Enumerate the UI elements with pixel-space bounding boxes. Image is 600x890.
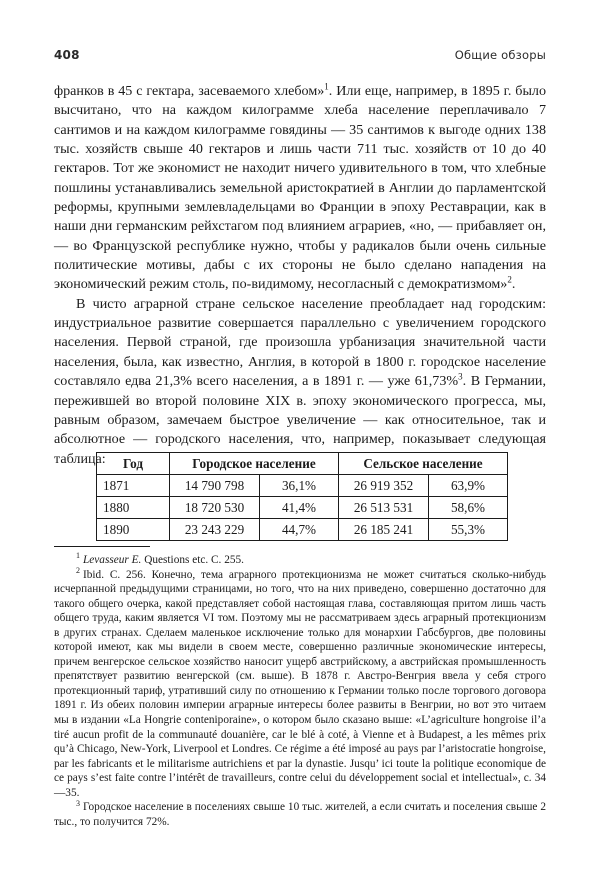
cell-year: 1880 xyxy=(97,497,170,519)
cell-urban-pct: 44,7% xyxy=(260,519,339,541)
paragraph-2-text: В чисто аграрной стране сельское население преобладает над городским: индустриальное развитие совершается параллельно с увеличением городского населения. Первой страной, где произошла урбанизация значительной части населения, была, как известно, Англия, в которой в 1800 г. городское население составляло едва 21,3% всего населения, а в 1891 г. — уже 61,73% xyxy=(54,295,546,390)
footnote-2-text: Ibid. C. 256. Конечно, тема аграрного протекционизма не может считаться сколько-нибудь исчерпанной предыдущими страницами, но того, что на них приведено, совершенно достаточно для такого общего очерка, какой представляет собой настоящая глава, составляющая притом лишь часть общего труда, каким является VI том. Поэтому мы не рассматриваем здесь аграрный протекционизм в других странах. Сделаем маленькое исключение только для монархии Габсбургов, две половины которой имеют, как мы видели в своем месте, совершенно различные экономические интересы, причем венгерское сельское хозяйство наносит ущерб австрийскому, а австрийская промышленность препятствует развитию венгерской (см. выше). В 1878 г. Австро-Венгрия ввела у себя строго протекционный тариф, утративший силу по отношению к Германии только после торгового договора 1891 г. Из обеих половин империи аграрные интересы более развиты в Венгрии, но вот это читаем мы в издании «La Hongrie conteniporaine», о котором было сказано выше: «L’agriculture hongroise il’a tiré aucun profit de la communauté douanière, car le blé à coté, à Vienne et à Budapest, a les mêmes prix qu’à Chicago, New-York, Liverpool et Londres. Ce régime a été imposé au pays par l’aristocratie hongroise, par les fabricants et le militarisme autrichiens et par la dynastie. Jusqu’ ici toute la politique economique de ce pays s’est faite contre l’intérêt de travailleurs, contre celui du développement social et intellectual», c. 34—35. xyxy=(54,568,546,799)
col-header-urban: Городское население xyxy=(170,453,339,475)
table-head xyxy=(97,453,508,475)
cell-urban-pct: 36,1% xyxy=(260,475,339,497)
page-number: 408 xyxy=(54,48,80,62)
cell-urban-count: 14 790 798 xyxy=(170,475,260,497)
paragraph-1-text: франков в 45 с гектара, засеваемого хлебом» xyxy=(54,83,325,99)
cell-rural-count: 26 513 531 xyxy=(339,497,429,519)
footnote-2-mark: 2 xyxy=(76,565,80,575)
paragraph-2-text-after: . В Германии, пережившей во второй половине XIX в. эпоху экономического прогресса, мы, равным образом, замечаем быстрое увеличение — как относительное, так и абсолютное — городского населения, что, например, показывает следующая таблица: xyxy=(54,373,546,467)
paragraph-1-text-after: . Или еще, например, в 1895 г. было высчитано, что на каждом килограмме хлеба население переплачивало 7 сантимов и на каждом килограмме говядины — 35 сантимов к выгоде одних 138 тыс. хозяйств свыше 40 гектаров и лишь части 711 тыс. хозяйств от 10 до 40 гектаров. Тот же экономист не находит ничего удивительного в том, что хлебные пошлины устанавливались земельной аристократией в Англии до парламентской реформы, крупными землевладельцами во Франции в эпоху Реставрации, как в наши дни германским рейхстагом под влиянием аграриев, «но, — прибавляет он, — во Французской республике нужно, чтобы у радикалов были очень сильные политические мотивы, дабы с их стороны не было сделано нападения на экономический режим столь, по-видимому, несогласный с демократизмом» xyxy=(54,83,546,293)
cell-year: 1871 xyxy=(97,475,170,497)
footnote-1-author: Levasseur E. xyxy=(83,554,142,566)
footnote-3-text: Городское население в поселениях свыше 10 тыс. жителей, а если считать и поселения свыше 2 тыс., то получится 72%. xyxy=(54,801,546,828)
cell-rural-pct: 63,9% xyxy=(429,475,508,497)
footnote-1-mark: 1 xyxy=(76,551,80,561)
col-header-rural: Сельское население xyxy=(339,453,508,475)
footnote-3 xyxy=(54,800,546,829)
running-header xyxy=(54,48,546,62)
footnote-separator xyxy=(54,546,150,547)
table-row xyxy=(97,497,508,519)
cell-rural-pct: 58,6% xyxy=(429,497,508,519)
paragraph-1-text-end: . xyxy=(511,276,516,293)
footnote-1 xyxy=(54,553,546,568)
footnote-ref-2[interactable]: 2 xyxy=(507,274,512,285)
cell-rural-count: 26 919 352 xyxy=(339,475,429,497)
table-row xyxy=(97,519,508,541)
col-header-year: Год xyxy=(97,453,170,475)
footnote-1-text: Questions etc. C. 255. xyxy=(141,554,244,566)
cell-year: 1890 xyxy=(97,519,170,541)
running-head-title: Общие обзоры xyxy=(454,48,546,62)
paragraph-2 xyxy=(54,295,546,469)
cell-urban-count: 23 243 229 xyxy=(170,519,260,541)
cell-urban-pct: 41,4% xyxy=(260,497,339,519)
population-table-wrapper xyxy=(96,452,508,541)
cell-rural-pct: 55,3% xyxy=(429,519,508,541)
footnote-ref-3[interactable]: 3 xyxy=(458,371,463,382)
footnote-ref-1[interactable]: 1 xyxy=(324,81,329,92)
population-table xyxy=(96,452,508,541)
table-row xyxy=(97,475,508,497)
cell-urban-count: 18 720 530 xyxy=(170,497,260,519)
footnote-2 xyxy=(54,565,546,801)
footnotes-block xyxy=(54,553,546,829)
footnote-3-mark: 3 xyxy=(76,798,80,808)
table-body xyxy=(97,475,508,541)
body-text xyxy=(54,82,546,469)
table-header-row xyxy=(97,453,508,475)
cell-rural-count: 26 185 241 xyxy=(339,519,429,541)
paragraph-1 xyxy=(54,82,546,295)
